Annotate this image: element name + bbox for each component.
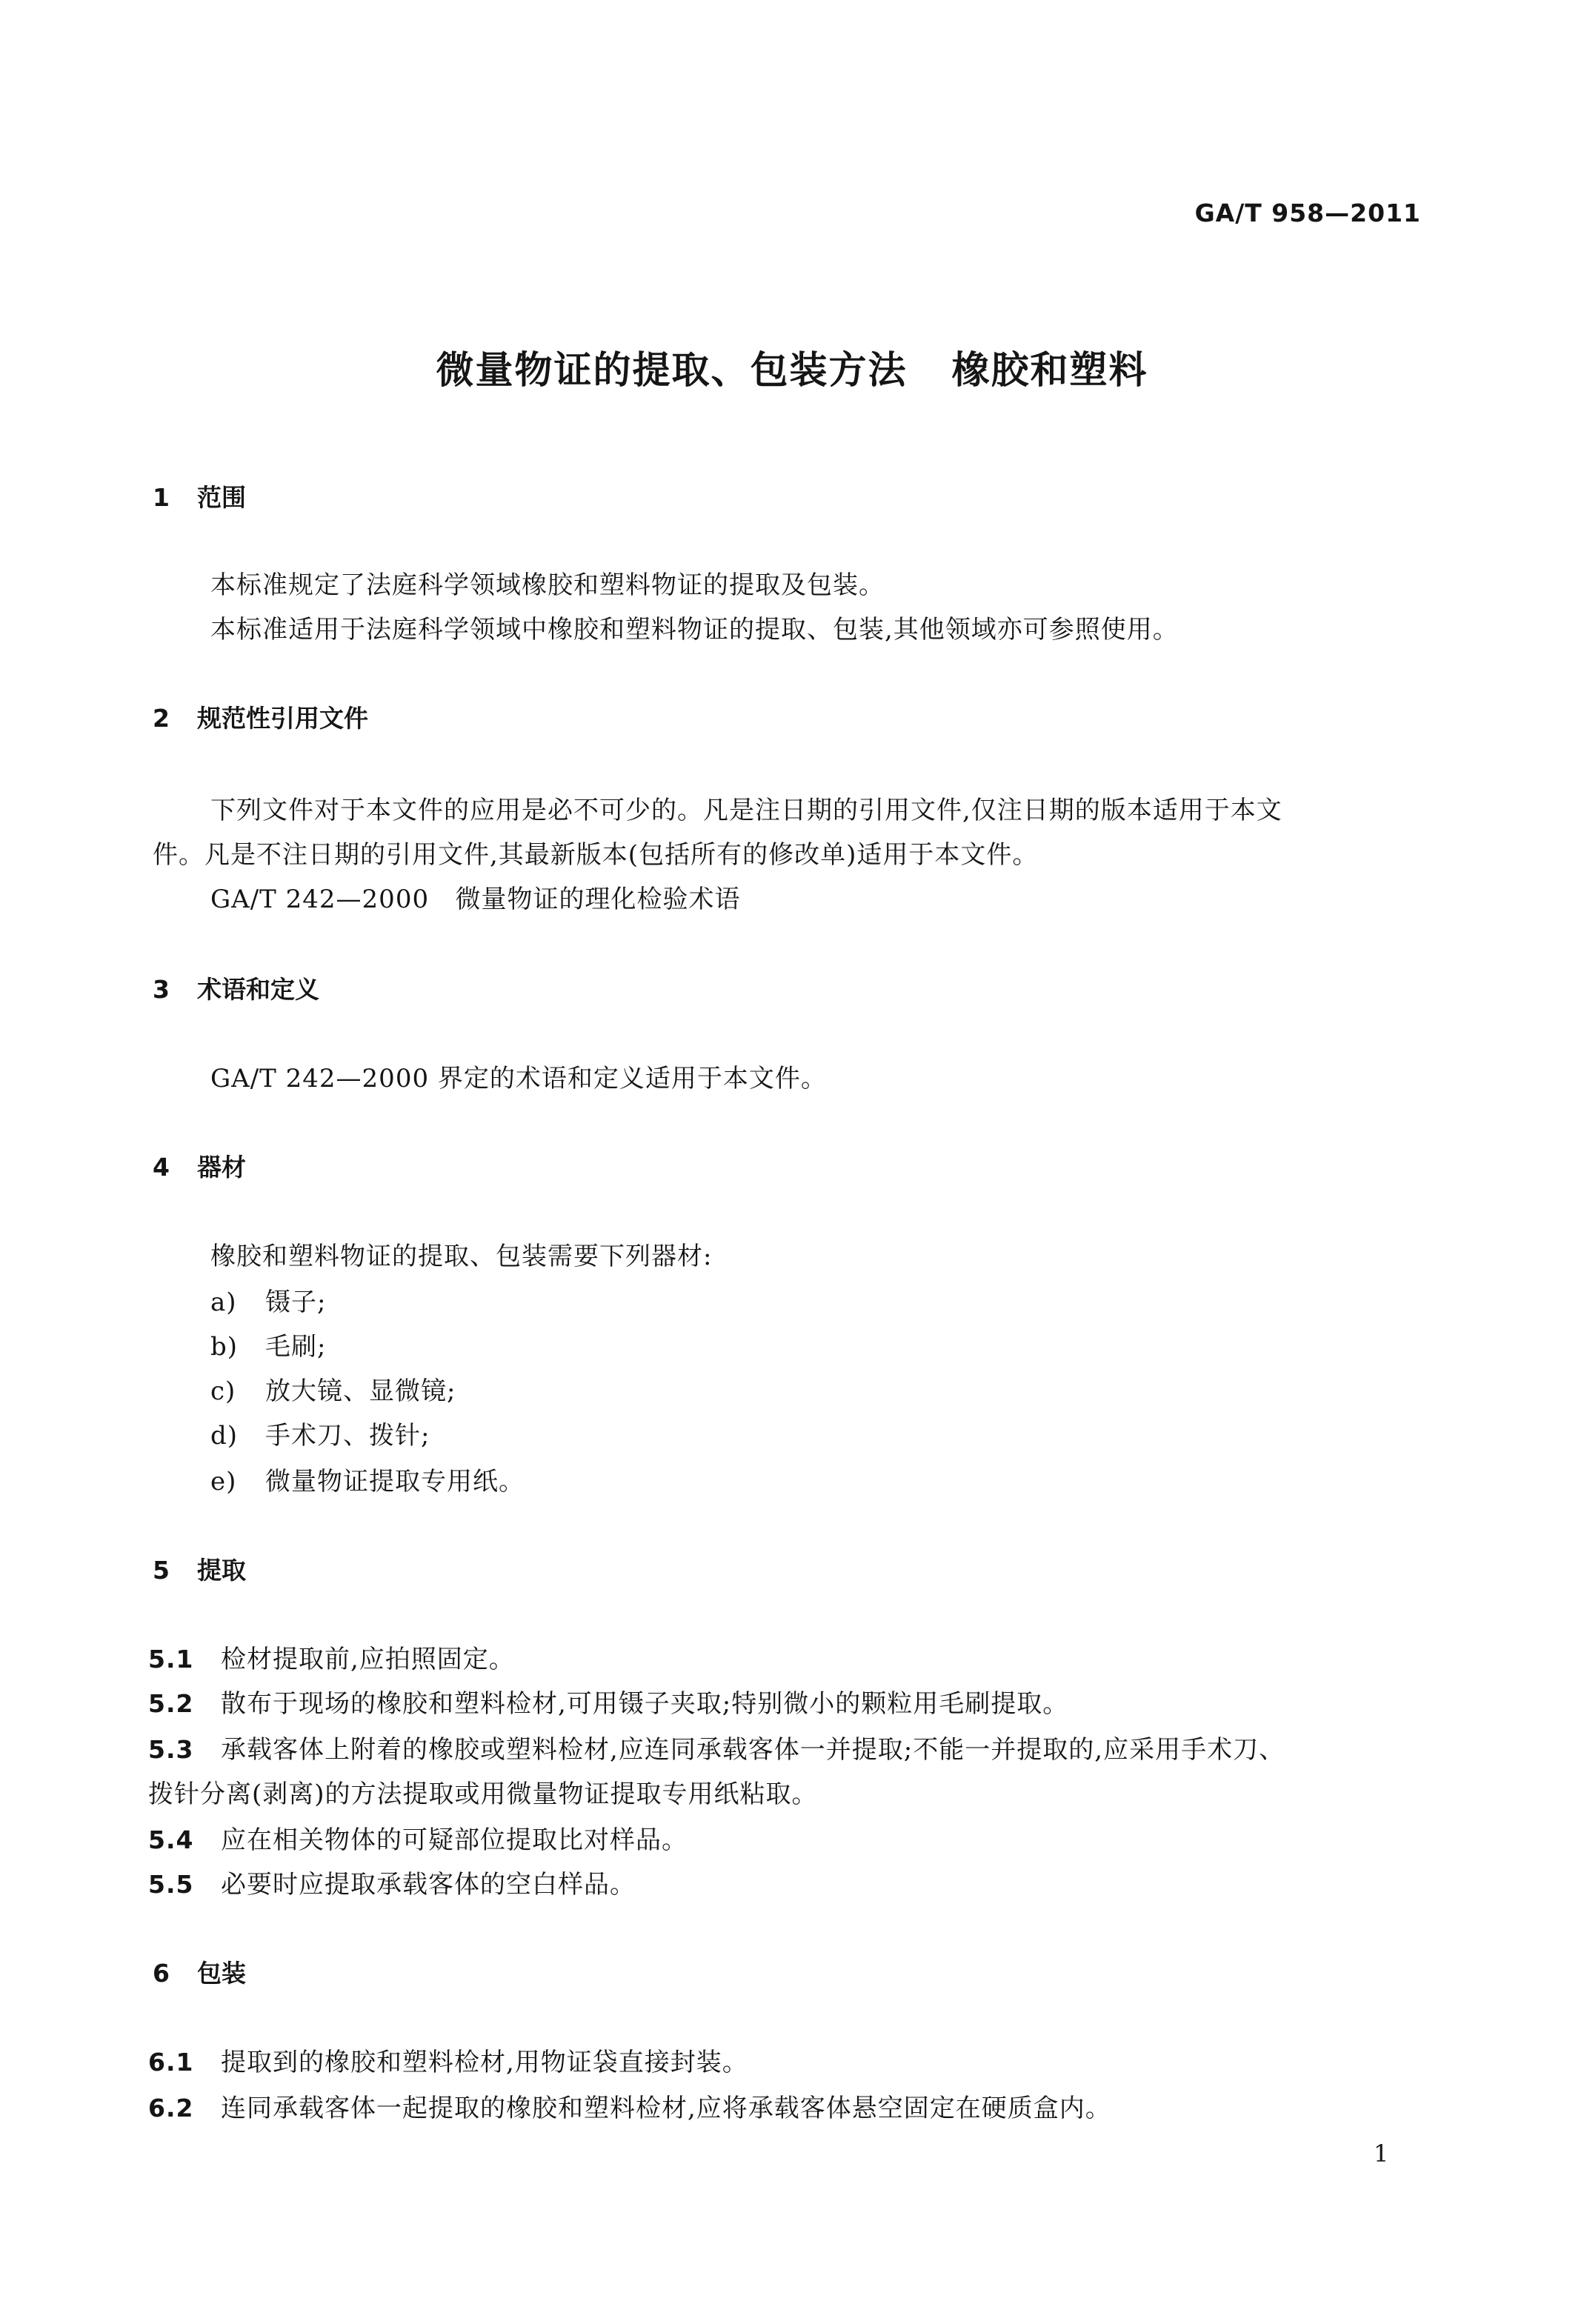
list-item-text: 手术刀、拨针; xyxy=(265,1421,430,1451)
clause-text: 散布于现场的橡胶和塑料检材,可用镊子夹取;特别微小的颗粒用毛刷提取。 xyxy=(221,1689,1069,1719)
section-number: 3 xyxy=(153,975,170,1004)
clause-number: 5.1 xyxy=(148,1645,194,1674)
section-title: 提取 xyxy=(197,1556,246,1585)
clause-text: 必要时应提取承载客体的空白样品。 xyxy=(221,1870,636,1900)
reference-code: GA/T 242—2000 xyxy=(210,885,430,914)
section-number: 4 xyxy=(153,1153,170,1182)
section-5-heading xyxy=(153,1551,246,1586)
section-number: 6 xyxy=(153,1959,170,1988)
list-item-label: c) xyxy=(210,1376,236,1406)
clause-number: 5.5 xyxy=(148,1870,194,1899)
clause-number: 6.2 xyxy=(148,2094,194,2122)
list-item-label: d) xyxy=(210,1421,239,1451)
clause-5-3-continuation: 拨针分离(剥离)的方法提取或用微量物证提取专用纸粘取。 xyxy=(148,1779,818,1809)
reference-title: 微量物证的理化检验术语 xyxy=(455,885,741,914)
section-1-para-1: 本标准规定了法庭科学领域橡胶和塑料物证的提取及包装。 xyxy=(210,570,885,600)
section-title: 器材 xyxy=(197,1153,246,1182)
list-item xyxy=(210,1461,525,1497)
section-2-para-line-2: 件。凡是不注日期的引用文件,其最新版本(包括所有的修改单)适用于本文件。 xyxy=(153,840,1039,870)
section-4-heading xyxy=(153,1148,246,1183)
clause-6-2 xyxy=(148,2088,1111,2124)
clause-text: 连同承载客体一起提取的橡胶和塑料检材,应将承载客体悬空固定在硬质盒内。 xyxy=(221,2094,1111,2123)
list-item-text: 镊子; xyxy=(265,1288,327,1317)
section-1-para-2: 本标准适用于法庭科学领域中橡胶和塑料物证的提取、包装,其他领域亦可参照使用。 xyxy=(210,615,1179,645)
clause-5-4 xyxy=(148,1819,688,1856)
section-4-intro: 橡胶和塑料物证的提取、包装需要下列器材: xyxy=(210,1242,713,1271)
section-title: 范围 xyxy=(197,483,246,512)
list-item-text: 毛刷; xyxy=(265,1332,327,1362)
normative-reference xyxy=(210,879,741,915)
title-sub: 橡胶和塑料 xyxy=(951,349,1148,393)
list-item-label: e) xyxy=(210,1467,237,1496)
standard-code: GA/T 958—2011 xyxy=(1194,199,1421,227)
clause-number: 5.2 xyxy=(148,1689,194,1718)
clause-6-1 xyxy=(148,2042,748,2078)
list-item xyxy=(210,1415,430,1451)
clause-number: 6.1 xyxy=(148,2048,194,2077)
section-3-heading xyxy=(153,970,319,1005)
clause-text: 承载客体上附着的橡胶或塑料检材,应连同承载客体一并提取;不能一并提取的,应采用手术刀、 xyxy=(221,1735,1285,1765)
clause-5-5 xyxy=(148,1864,636,1900)
section-number: 1 xyxy=(153,483,170,512)
section-2-heading xyxy=(153,699,368,734)
section-number: 2 xyxy=(153,704,170,733)
clause-text: 检材提取前,应拍照固定。 xyxy=(221,1645,515,1674)
section-number: 5 xyxy=(153,1556,170,1585)
clause-text: 应在相关物体的可疑部位提取比对样品。 xyxy=(221,1825,688,1855)
section-1-heading xyxy=(153,479,246,513)
list-item-label: b) xyxy=(210,1332,239,1362)
section-title: 术语和定义 xyxy=(197,975,319,1004)
section-6-heading xyxy=(153,1954,246,1989)
list-item xyxy=(210,1282,326,1318)
page-number: 1 xyxy=(1374,2140,1389,2168)
clause-5-1 xyxy=(148,1639,515,1675)
section-3-para: GA/T 242—2000 界定的术语和定义适用于本文件。 xyxy=(210,1064,827,1093)
clause-number: 5.4 xyxy=(148,1825,194,1854)
clause-5-2 xyxy=(148,1683,1068,1719)
list-item xyxy=(210,1371,456,1407)
list-item xyxy=(210,1326,326,1362)
section-title: 规范性引用文件 xyxy=(197,704,368,733)
list-item-label: a) xyxy=(210,1288,237,1317)
clause-5-3 xyxy=(148,1729,1285,1765)
document-title xyxy=(0,339,1584,394)
list-item-text: 放大镜、显微镜; xyxy=(265,1376,456,1406)
section-2-para-line-1: 下列文件对于本文件的应用是必不可少的。凡是注日期的引用文件,仅注日期的版本适用于本文 xyxy=(210,796,1282,825)
clause-text: 提取到的橡胶和塑料检材,用物证袋直接封装。 xyxy=(221,2048,748,2077)
section-title: 包装 xyxy=(197,1959,246,1988)
list-item-text: 微量物证提取专用纸。 xyxy=(265,1467,525,1496)
clause-number: 5.3 xyxy=(148,1735,194,1764)
title-main: 微量物证的提取、包装方法 xyxy=(436,349,908,393)
